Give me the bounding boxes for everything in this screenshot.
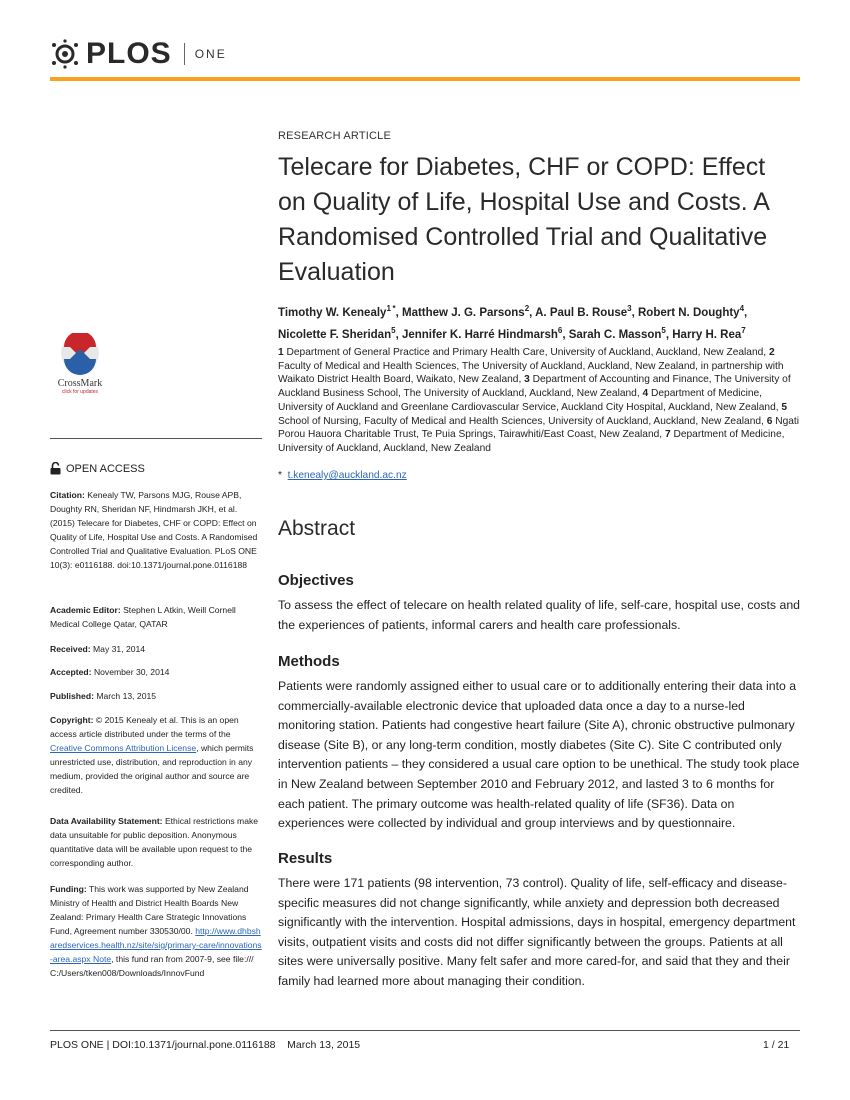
logo-text: PLOS bbox=[86, 37, 172, 70]
affil-text: Department of Accounting and Finance, The University of Auckland Business School, The University of Auckland, Auckland, New Zealand, bbox=[278, 374, 791, 400]
affil-text: Department of Medicine, University of Auckland and Greenlane Cardiovascular Service, Auckland City Hospital, Auckland, New Zealand, bbox=[278, 388, 779, 413]
affil-number: 3 bbox=[524, 374, 530, 386]
plos-logo-icon bbox=[50, 39, 80, 69]
data-availability-text: Ethical restrictions make data unsuitable for public deposition. Anonymous quantitative data will be available upon request to the corresponding author. bbox=[50, 816, 259, 868]
affil-number: 2 bbox=[768, 347, 775, 358]
affiliations bbox=[278, 346, 803, 456]
author-affil: 7 bbox=[741, 325, 746, 335]
copyright-label: Copyright: bbox=[50, 715, 94, 725]
results-heading: Results bbox=[278, 850, 333, 867]
plos-one-logo[interactable] bbox=[50, 36, 227, 72]
crossmark-sub: click for updates bbox=[61, 389, 99, 395]
objectives-heading: Objectives bbox=[278, 572, 354, 589]
corresponding-email bbox=[278, 470, 407, 481]
affil-number: 6 bbox=[766, 415, 773, 427]
author-name: Jennifer K. Harré Hindmarsh bbox=[401, 328, 558, 341]
published-date bbox=[50, 689, 263, 703]
affil-text: School of Nursing, Faculty of Medical and Health Sciences, University of Auckland, Auckland, New Zealand, bbox=[278, 415, 764, 427]
affil-text: Faculty of Medical and Health Sciences, The University of Auckland, Auckland, New Zealand, in partnership with Waikato District Health Board, Waikato, New Zealand, bbox=[278, 360, 784, 386]
affil-number: 4 bbox=[642, 388, 649, 400]
sidebar-rule bbox=[50, 438, 262, 439]
received-date bbox=[50, 642, 263, 656]
affil-number: 1 bbox=[278, 347, 284, 358]
crossmark-label: CrossMark bbox=[57, 378, 103, 389]
funding-label: Funding: bbox=[50, 884, 87, 894]
academic-editor bbox=[50, 603, 263, 631]
affil-text: Department of Medicine, University of Auckland, Auckland, New Zealand bbox=[278, 429, 785, 454]
open-access-label: OPEN ACCESS bbox=[66, 462, 145, 475]
email-link[interactable]: t.kenealy@auckland.ac.nz bbox=[287, 470, 407, 481]
author-affil: 6 bbox=[557, 325, 563, 335]
accepted-value: November 30, 2014 bbox=[93, 667, 170, 677]
author-name: Robert N. Doughty bbox=[638, 306, 740, 319]
methods-heading: Methods bbox=[278, 653, 340, 670]
author-affil: 4 bbox=[739, 304, 745, 313]
author-list: Timothy W. Kenealy$^{1 *}$, Matthew J. G. Parsons$^2$, A. Paul B. Rouse$^3$, Robert N. Doughty$^4$, Nicolette F. Sheridan$^5$, Jennifer K. Harré Hindmarsh$^6$, Sarah C. Masson$^5$, Harry H. Rea$^7$ bbox=[278, 304, 748, 341]
open-access bbox=[50, 462, 145, 475]
footer-citation: PLOS ONE | DOI:10.1371/journal.pone.0116188 March 13, 2015 bbox=[50, 1039, 361, 1051]
abstract-heading: Abstract bbox=[278, 517, 356, 540]
header-rule bbox=[50, 77, 800, 81]
author-affil: 1 * bbox=[386, 304, 396, 313]
crossmark-badge[interactable] bbox=[50, 333, 110, 395]
affil-number: 7 bbox=[664, 429, 671, 441]
citation bbox=[50, 488, 263, 572]
author-name: A. Paul B. Rouse bbox=[535, 306, 628, 319]
copyright-text: © 2015 Kenealy et al. This is an open access article distributed under the terms of the bbox=[50, 715, 239, 739]
published-value: March 13, 2015 bbox=[96, 691, 157, 701]
affil-text: Ngati Porou Hauora Charitable Trust, Te Puia Springs, Tairawhiti/East Coast, New Zealand, bbox=[278, 415, 800, 441]
author-name: Matthew J. G. Parsons bbox=[402, 306, 525, 319]
journal-name: ONE bbox=[194, 47, 227, 61]
received-label: Received: bbox=[50, 644, 91, 654]
author-name: Nicolette F. Sheridan bbox=[278, 328, 392, 341]
editor-text: Stephen L Atkin, Weill Cornell Medical College Qatar, QATAR bbox=[50, 605, 236, 629]
license-link[interactable]: Creative Commons Attribution License bbox=[50, 743, 197, 753]
copyright-text-post: , which permits unrestricted use, distribution, and reproduction in any medium, provided the original author and source are credited. bbox=[50, 743, 254, 795]
results-text: There were 171 patients (98 intervention, 73 control). Quality of life, self-efficacy and disease-specific measures did not change significantly, while anxiety and depression both decreased significantly with the intervention. Hospital admissions, days in hospital, emergency department visits, outpatient visits and costs did not differ significantly between the groups. Patients at all sites were universally positive. Many felt safer and more cared-for, and said that they and their family had learned more about managing their condition. bbox=[278, 876, 796, 988]
objectives-text: To assess the effect of telecare on health related quality of life, self-care, hospital use, costs and the experiences of patients, informal carers and health care professionals. bbox=[278, 598, 801, 632]
funding bbox=[50, 882, 263, 980]
methods-text: Patients were randomly assigned either to usual care or to additionally entering their data into a commercially-available electronic device that uploaded data once a day to a nurse-led monitoring station. Patients had congestive heart failure (Site A), chronic obstructive pulmonary disease (Site B), or any long-term condition, mostly diabetes (Site C). Site C contributed only intervention patients – they considered a usual care option to be unethical. The study took place in New Zealand between September 2010 and February 2012, and lasted 3 to 6 months for each patient. The primary outcome was health-related quality of life (SF36). Data on experiences were collected by individual and group interviews and by questionnaire. bbox=[278, 679, 800, 831]
crossmark-icon bbox=[50, 333, 110, 375]
author-affil: 5 bbox=[391, 325, 396, 335]
author-name: Sarah C. Masson bbox=[568, 328, 662, 341]
article-type: RESEARCH ARTICLE bbox=[278, 130, 392, 142]
affil-text: Department of General Practice and Primary Health Care, University of Auckland, Auckland, New Zealand, bbox=[286, 347, 767, 358]
accepted-date bbox=[50, 665, 263, 679]
author-name: Harry H. Rea bbox=[672, 328, 742, 341]
article-title: Telecare for Diabetes, CHF or COPD: Effect on Quality of Life, Hospital Use and Costs. A Randomised Controlled Trial and Qualitative Evaluation bbox=[278, 153, 769, 286]
author-affil: 2 bbox=[524, 304, 530, 313]
accepted-label: Accepted: bbox=[50, 667, 92, 677]
author-affil: 3 bbox=[627, 304, 632, 313]
received-value: May 31, 2014 bbox=[93, 644, 146, 654]
citation-text: Kenealy TW, Parsons MJG, Rouse APB, Doughty RN, Sheridan NF, Hindmarsh JKH, et al. (2015) Telecare for Diabetes, CHF or COPD: Effect on Quality of Life, Hospital Use and Costs. A Randomised Controlled Trial and Qualitative Evaluation. PLoS ONE 10(3): e0116188. doi:10.1371/journal.pone.0116188 bbox=[50, 490, 258, 570]
open-lock-icon bbox=[50, 462, 61, 475]
funding-text: This work was supported by New Zealand Ministry of Health and District Health Boards New Zealand: Primary Health Care Strategic Innovations Fund, Agreement number 330530/00. bbox=[50, 884, 249, 936]
footer-rule bbox=[50, 1030, 800, 1031]
data-availability bbox=[50, 814, 263, 870]
data-availability-label: Data Availability Statement: bbox=[50, 816, 163, 826]
editor-label: Academic Editor: bbox=[50, 605, 121, 615]
funding-text-post: , this fund ran from 2007-9, see file:///C:/Users/tken008/Downloads/InnovFund bbox=[50, 954, 254, 978]
funding-link[interactable]: http://www.dhbsharedservices.health.nz/site/sig/primary-care/innovations-area.aspx Note bbox=[50, 926, 262, 964]
copyright bbox=[50, 713, 263, 797]
affil-number: 5 bbox=[781, 401, 788, 413]
citation-label: Citation: bbox=[50, 490, 85, 500]
logo-divider bbox=[184, 43, 185, 65]
published-label: Published: bbox=[50, 691, 94, 701]
author-affil: 5 bbox=[661, 325, 666, 335]
author-name: Timothy W. Kenealy bbox=[278, 306, 387, 319]
corresponding-star: * bbox=[278, 470, 282, 481]
page-number: 1 / 21 bbox=[763, 1039, 790, 1051]
